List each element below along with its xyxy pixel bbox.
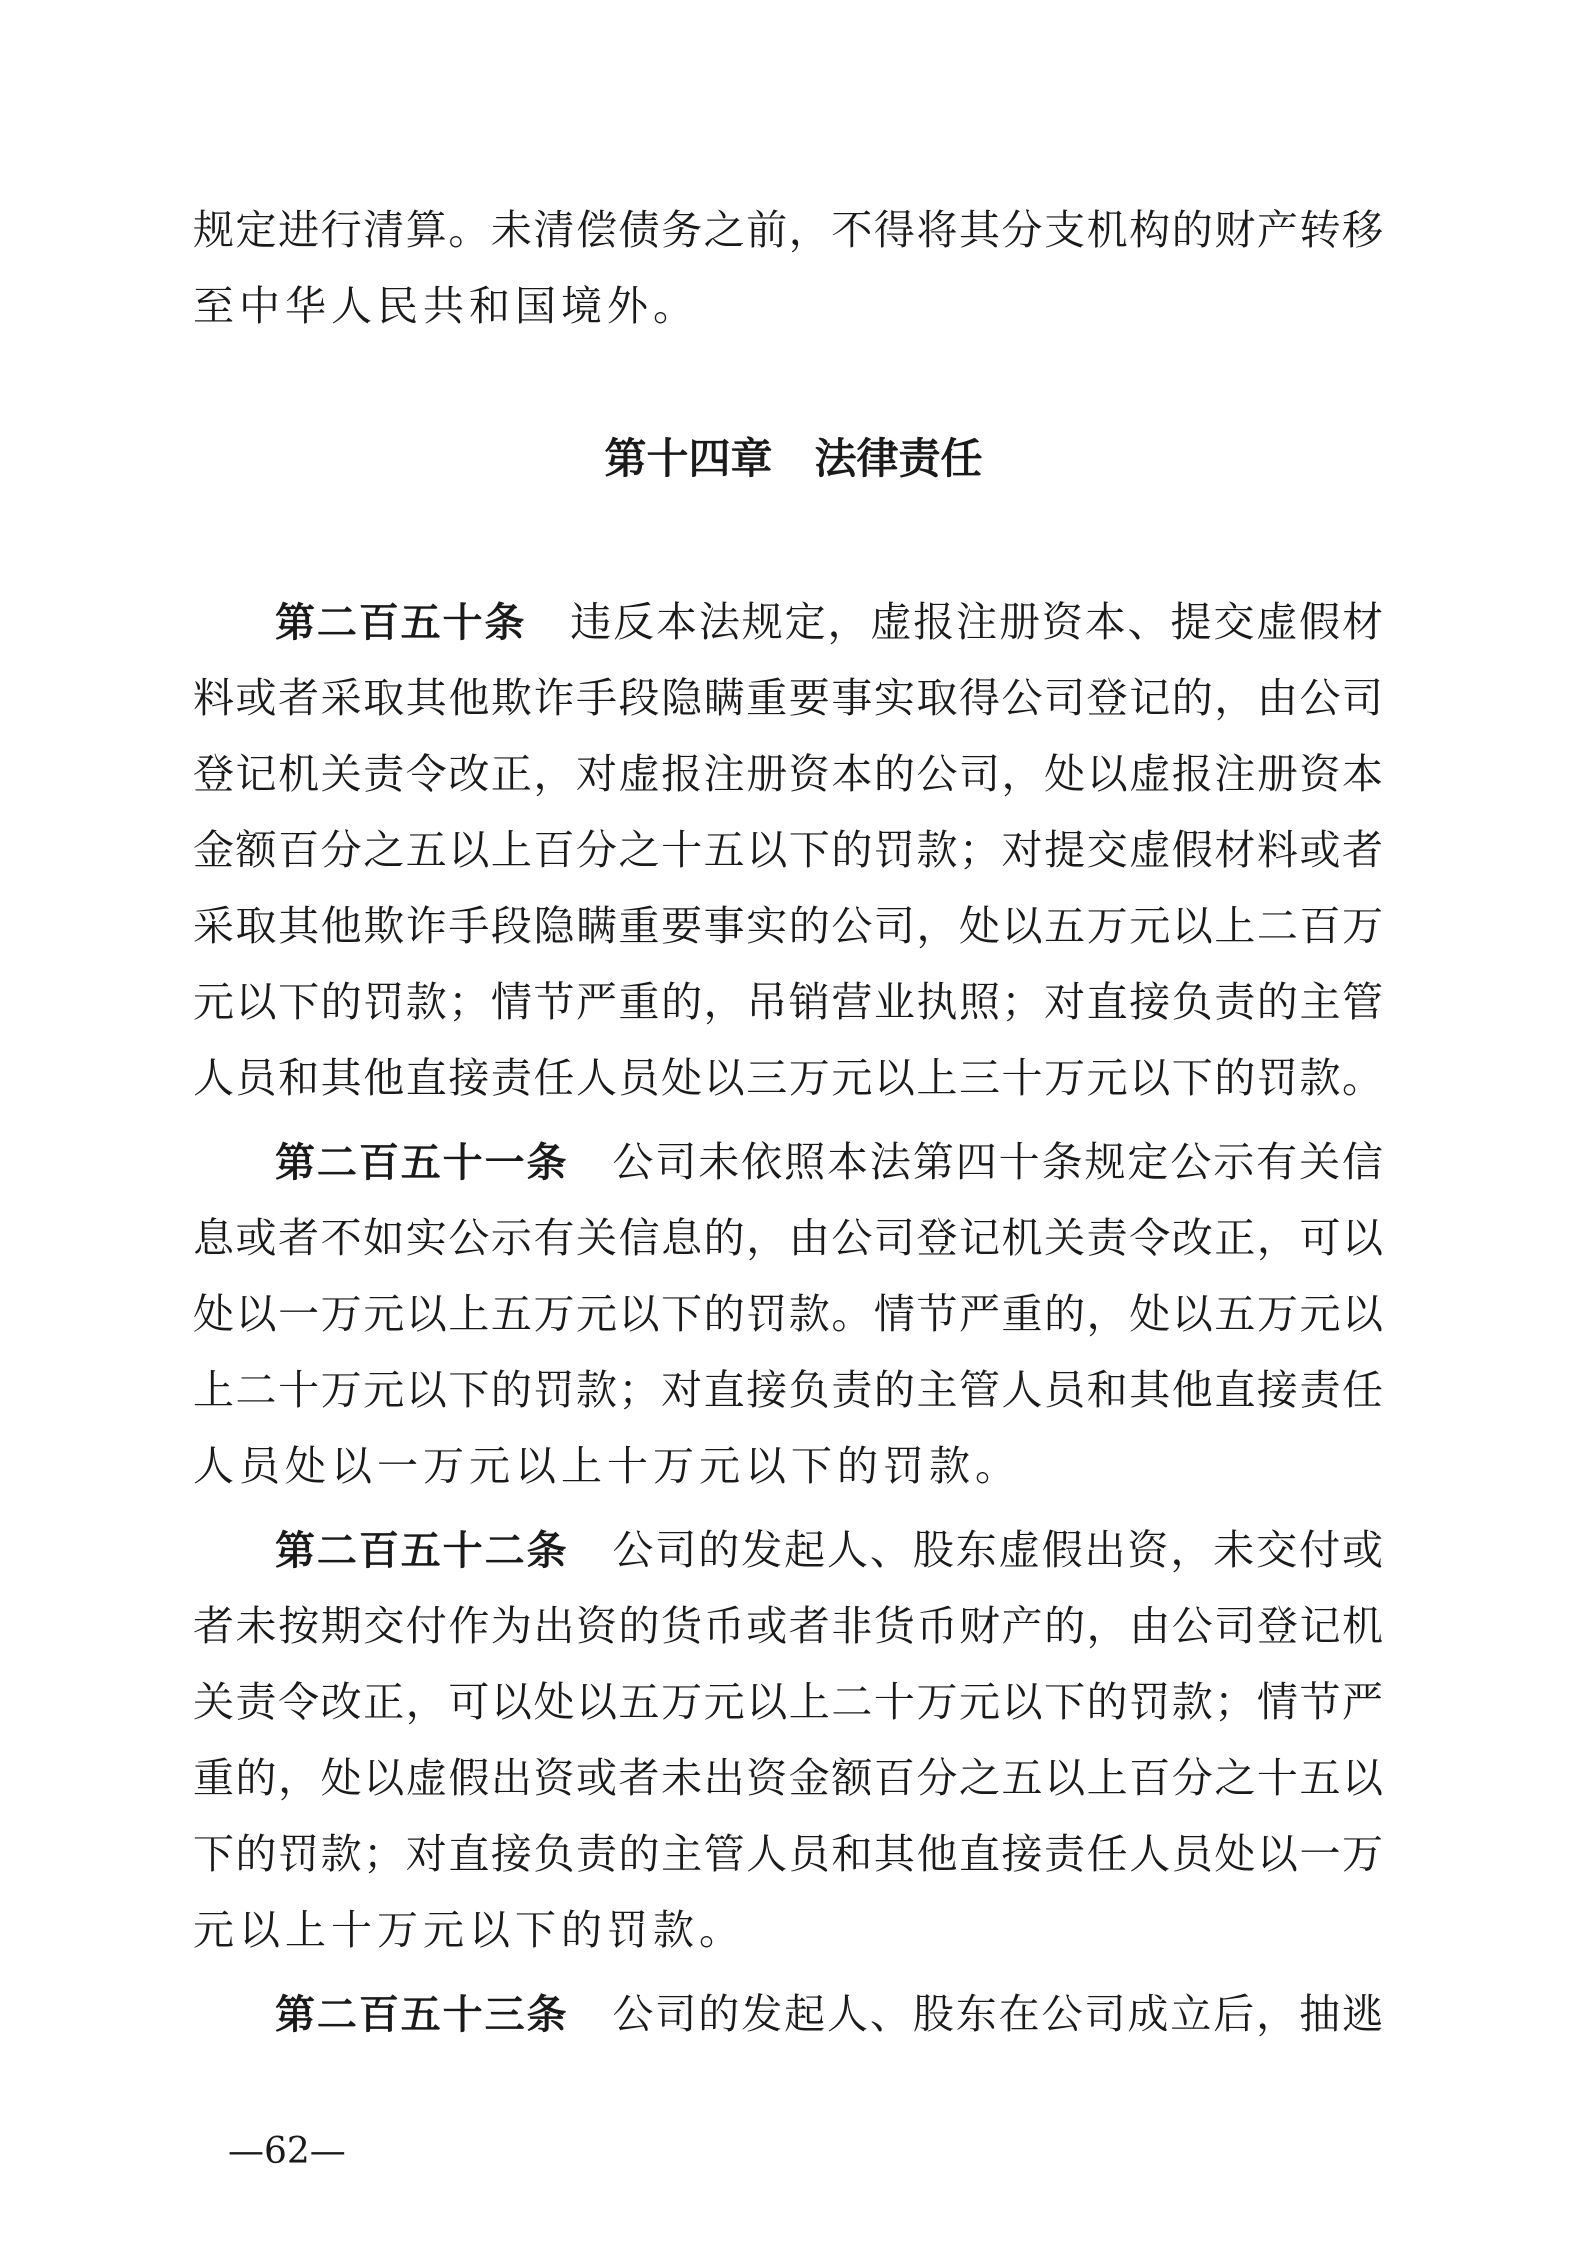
chapter-title: 第十四章 法律责任 xyxy=(604,434,983,483)
body-text-line: 登记机关责令改正，对虚报注册资本的公司，处以虚报注册资本 xyxy=(193,750,1383,798)
article-number: 第二百五十一条 xyxy=(275,1140,569,1186)
article-text: 公司未依照本法第四十条规定公示有关信 xyxy=(612,1138,1384,1186)
body-text-line: 上二十万元以下的罚款；对直接负责的主管人员和其他直接责任 xyxy=(193,1366,1383,1414)
article-number: 第二百五十条 xyxy=(275,600,527,646)
body-text-line: 下的罚款；对直接负责的主管人员和其他直接责任人员处以一万 xyxy=(193,1830,1383,1878)
article-text: 违反本法规定，虚报注册资本、提交虚假材 xyxy=(570,598,1383,646)
body-text-line: 人员处以一万元以上十万元以下的罚款。 xyxy=(193,1442,1021,1490)
body-text-line: 采取其他欺诈手段隐瞒重要事实的公司，处以五万元以上二百万 xyxy=(193,902,1383,950)
body-text-line: 人员和其他直接责任人员处以三万元以上三十万元以下的罚款。 xyxy=(193,1054,1383,1102)
body-text-line: 至中华人民共和国境外。 xyxy=(193,282,699,330)
article-first-line xyxy=(275,582,1383,662)
body-text-line: 重的，处以虚假出资或者未出资金额百分之五以上百分之十五以 xyxy=(193,1754,1383,1802)
body-text-line: 金额百分之五以上百分之十五以下的罚款；对提交虚假材料或者 xyxy=(193,826,1383,874)
body-text-line: 规定进行清算。未清偿债务之前，不得将其分支机构的财产转移 xyxy=(193,206,1383,254)
body-text-line: 者未按期交付作为出资的货币或者非货币财产的，由公司登记机 xyxy=(193,1602,1383,1650)
body-text-line: 元以上十万元以下的罚款。 xyxy=(193,1906,745,1954)
body-text-line: 料或者采取其他欺诈手段隐瞒重要事实取得公司登记的，由公司 xyxy=(193,674,1383,722)
article-text: 公司的发起人、股东在公司成立后，抽逃 xyxy=(612,1990,1384,2038)
body-text-line: 处以一万元以上五万元以下的罚款。情节严重的，处以五万元以 xyxy=(193,1290,1383,1338)
article-number: 第二百五十二条 xyxy=(275,1528,569,1574)
article-text: 公司的发起人、股东虚假出资，未交付或 xyxy=(612,1526,1384,1574)
page-number: —62— xyxy=(228,2131,346,2172)
body-text-line: 息或者不如实公示有关信息的，由公司登记机关责令改正，可以 xyxy=(193,1214,1383,1262)
body-text-line: 元以下的罚款；情节严重的，吊销营业执照；对直接负责的主管 xyxy=(193,978,1383,1026)
article-first-line xyxy=(275,1510,1383,1590)
body-text-line: 关责令改正，可以处以五万元以上二十万元以下的罚款；情节严 xyxy=(193,1678,1383,1726)
article-number: 第二百五十三条 xyxy=(275,1992,569,2038)
article-first-line xyxy=(275,1122,1383,1202)
article-first-line xyxy=(275,1974,1383,2054)
